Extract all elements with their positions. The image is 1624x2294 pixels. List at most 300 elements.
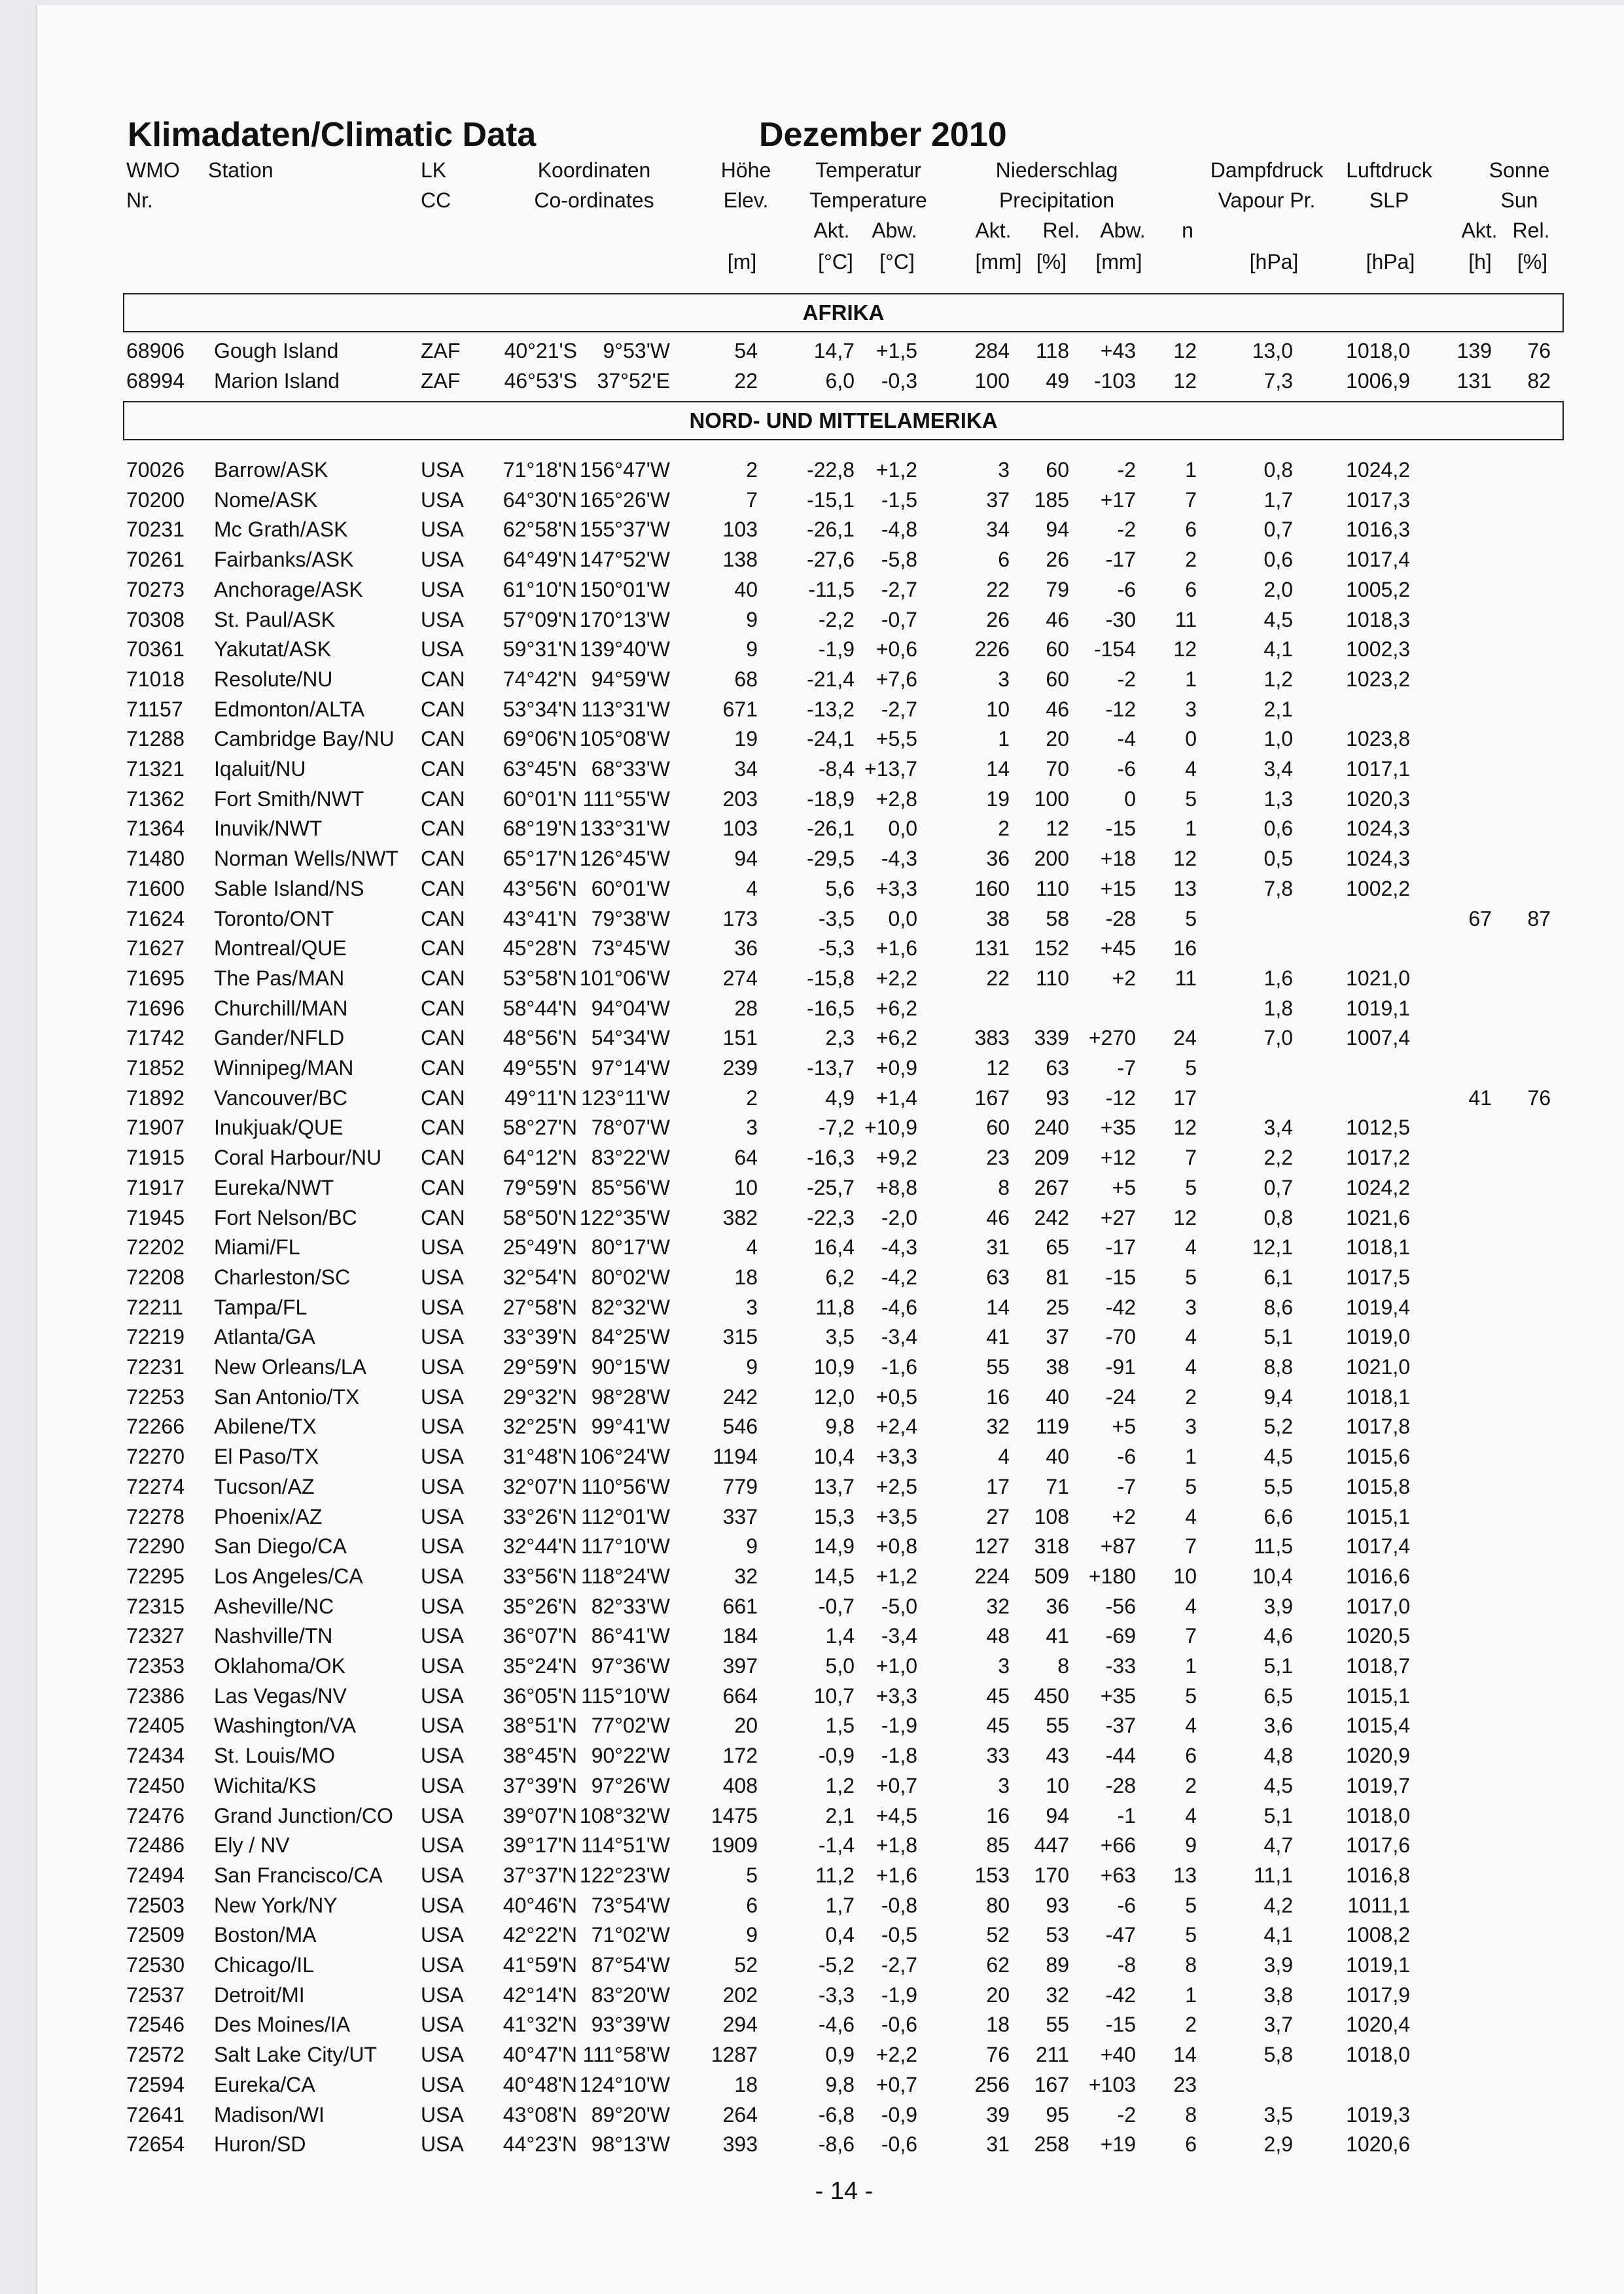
cell-wmo-nr: 72327: [126, 1624, 185, 1648]
cell-station-name: Madison/WI: [214, 2102, 325, 2126]
cell-latitude: 43°08'N: [503, 2102, 577, 2126]
page-number: - 14 -: [815, 2178, 874, 2205]
cell-precip-rel: 447: [1034, 1833, 1069, 1858]
cell-latitude: 58°44'N: [503, 996, 577, 1020]
cell-sea-level-pressure: 1017,9: [1346, 1983, 1410, 2007]
cell-precip-rel: 450: [1034, 1684, 1069, 1708]
cell-precip-abw: -6: [1117, 757, 1136, 781]
cell-precip-rel: 10: [1046, 1773, 1069, 1797]
cell-temp-akt: 1,2: [825, 1773, 855, 1797]
cell-temp-abw: +0,7: [875, 1773, 917, 1797]
cell-latitude: 33°39'N: [503, 1325, 577, 1349]
cell-elevation: 264: [722, 2102, 758, 2126]
cell-elevation: 779: [722, 1474, 758, 1498]
cell-temp-abw: +1,0: [875, 1654, 917, 1678]
cell-longitude: 97°36'W: [591, 1654, 670, 1678]
cell-station-name: Fairbanks/ASK: [214, 548, 354, 572]
cell-latitude: 64°12'N: [503, 1146, 577, 1170]
col-header-hoehe: Höhe: [720, 158, 771, 182]
col-header-station: Station: [208, 158, 274, 182]
cell-precip-abw: +43: [1100, 339, 1136, 362]
cell-precip-abw: -7: [1117, 1474, 1136, 1498]
cell-station-name: Oklahoma/OK: [214, 1654, 345, 1678]
cell-sun-hours: 41: [1468, 1085, 1492, 1110]
col-header-precip-rel: Rel.: [1042, 219, 1080, 242]
cell-temp-abw: -1,9: [881, 1983, 917, 2007]
cell-sea-level-pressure: 1020,5: [1346, 1624, 1410, 1648]
cell-wmo-nr: 72434: [126, 1744, 185, 1768]
cell-precip-rel: 60: [1046, 637, 1069, 662]
cell-wmo-nr: 71696: [126, 996, 185, 1020]
cell-vapour-pressure: 1,2: [1263, 667, 1293, 691]
cell-precip-rel: 58: [1046, 906, 1069, 930]
cell-precip-days: 12: [1173, 339, 1197, 362]
cell-temp-akt: -16,3: [807, 1146, 855, 1170]
cell-elevation: 274: [722, 966, 758, 990]
cell-sea-level-pressure: 1019,0: [1346, 1325, 1410, 1349]
cell-temp-abw: +4,5: [875, 1803, 917, 1827]
cell-precip-days: 8: [1185, 1953, 1197, 1977]
cell-vapour-pressure: 2,9: [1263, 2132, 1293, 2157]
cell-country-code: USA: [421, 1325, 464, 1349]
cell-elevation: 5: [746, 1863, 758, 1887]
cell-latitude: 37°39'N: [503, 1773, 577, 1797]
cell-precip-abw: -12: [1105, 697, 1136, 721]
cell-wmo-nr: 72537: [126, 1983, 185, 2007]
cell-station-name: Churchill/MAN: [214, 996, 348, 1020]
cell-precip-akt: 16: [986, 1385, 1010, 1409]
cell-vapour-pressure: 0,6: [1263, 548, 1293, 572]
cell-elevation: 3: [746, 1295, 758, 1319]
cell-latitude: 61°10'N: [503, 577, 577, 601]
cell-wmo-nr: 72405: [126, 1714, 185, 1738]
cell-temp-abw: +2,2: [875, 966, 917, 990]
cell-wmo-nr: 72654: [126, 2132, 185, 2157]
cell-elevation: 20: [734, 1714, 758, 1738]
cell-elevation: 10: [734, 1175, 758, 1199]
cell-precip-rel: 65: [1046, 1235, 1069, 1260]
cell-precip-days: 1: [1185, 1445, 1197, 1469]
cell-latitude: 44°23'N: [503, 2132, 577, 2157]
cell-wmo-nr: 70273: [126, 577, 185, 601]
cell-longitude: 150°01'W: [579, 577, 670, 601]
cell-precip-days: 4: [1185, 1714, 1197, 1738]
cell-country-code: USA: [421, 458, 464, 482]
cell-precip-days: 8: [1185, 2102, 1197, 2126]
cell-vapour-pressure: 4,8: [1263, 1744, 1293, 1768]
cell-temp-abw: -2,7: [881, 697, 917, 721]
cell-station-name: San Francisco/CA: [214, 1863, 383, 1887]
cell-sea-level-pressure: 1017,4: [1346, 1534, 1410, 1559]
cell-vapour-pressure: 1,7: [1263, 487, 1293, 512]
col-header-temp-abw: Abw.: [872, 219, 917, 242]
cell-temp-akt: -27,6: [807, 548, 855, 572]
cell-precip-akt: 36: [986, 847, 1010, 871]
cell-country-code: USA: [421, 2072, 464, 2096]
cell-precip-abw: -17: [1105, 548, 1136, 572]
cell-wmo-nr: 71852: [126, 1056, 185, 1080]
cell-precip-rel: 71: [1046, 1474, 1069, 1498]
cell-precip-days: 2: [1185, 2013, 1197, 2037]
cell-wmo-nr: 72231: [126, 1355, 185, 1379]
cell-station-name: Fort Nelson/BC: [214, 1205, 357, 1229]
cell-longitude: 170°13'W: [579, 607, 670, 631]
cell-elevation: 9: [746, 1534, 758, 1559]
cell-sea-level-pressure: 1024,3: [1346, 847, 1410, 871]
cell-sea-level-pressure: 1015,1: [1346, 1504, 1410, 1528]
cell-sea-level-pressure: 1017,4: [1346, 548, 1410, 572]
cell-temp-abw: +1,2: [875, 1564, 917, 1588]
cell-sea-level-pressure: 1015,6: [1346, 1445, 1410, 1469]
cell-longitude: 97°14'W: [591, 1056, 670, 1080]
cell-temp-akt: -24,1: [807, 727, 855, 751]
cell-sea-level-pressure: 1023,2: [1346, 667, 1410, 691]
cell-country-code: USA: [421, 548, 464, 572]
cell-country-code: USA: [421, 1504, 464, 1528]
cell-latitude: 71°18'N: [503, 458, 577, 482]
cell-latitude: 38°51'N: [503, 1714, 577, 1738]
cell-precip-akt: 41: [986, 1325, 1010, 1349]
cell-precip-abw: -154: [1093, 637, 1136, 662]
cell-longitude: 112°01'W: [581, 1504, 670, 1528]
cell-vapour-pressure: 7,3: [1263, 368, 1293, 393]
cell-precip-rel: 185: [1034, 487, 1069, 512]
cell-precip-akt: 60: [986, 1116, 1010, 1140]
cell-wmo-nr: 72290: [126, 1534, 185, 1559]
cell-latitude: 59°31'N: [503, 637, 577, 662]
cell-vapour-pressure: 7,8: [1263, 876, 1293, 900]
cell-precip-days: 1: [1185, 817, 1197, 841]
cell-longitude: 71°02'W: [591, 1923, 670, 1947]
cell-temp-akt: 14,9: [813, 1534, 855, 1559]
cell-temp-akt: 1,5: [825, 1714, 855, 1738]
col-header-sun-akt: Akt.: [1461, 219, 1498, 242]
cell-latitude: 63°45'N: [503, 757, 577, 781]
cell-country-code: USA: [421, 1534, 464, 1559]
cell-vapour-pressure: 2,0: [1263, 577, 1293, 601]
col-header-temperatur: Temperatur: [815, 158, 921, 182]
cell-sea-level-pressure: 1012,5: [1346, 1116, 1410, 1140]
cell-country-code: USA: [421, 1445, 464, 1469]
cell-temp-abw: +0,7: [875, 2072, 917, 2096]
cell-temp-akt: 0,4: [825, 1923, 855, 1947]
cell-sea-level-pressure: 1017,8: [1346, 1415, 1410, 1439]
cell-temp-abw: 0,0: [888, 906, 917, 930]
cell-precip-abw: -6: [1117, 1445, 1136, 1469]
section-header-afrika: AFRIKA: [123, 293, 1564, 332]
cell-precip-rel: 209: [1034, 1146, 1069, 1170]
cell-country-code: USA: [421, 1893, 464, 1917]
cell-elevation: 4: [746, 1235, 758, 1260]
cell-sea-level-pressure: 1023,8: [1346, 727, 1410, 751]
cell-precip-days: 11: [1174, 607, 1197, 631]
cell-precip-days: 6: [1185, 2132, 1197, 2157]
cell-sea-level-pressure: 1017,5: [1346, 1265, 1410, 1289]
cell-latitude: 39°17'N: [503, 1833, 577, 1858]
cell-elevation: 52: [734, 1953, 758, 1977]
cell-sea-level-pressure: 1017,2: [1346, 1146, 1410, 1170]
cell-wmo-nr: 72208: [126, 1265, 185, 1289]
cell-longitude: 110°56'W: [581, 1474, 670, 1498]
cell-vapour-pressure: 0,7: [1263, 1175, 1293, 1199]
cell-precip-days: 4: [1185, 757, 1197, 781]
cell-precip-rel: 60: [1046, 667, 1069, 691]
cell-station-name: New Orleans/LA: [214, 1355, 366, 1379]
cell-precip-akt: 16: [986, 1803, 1010, 1827]
cell-station-name: Ely / NV: [214, 1833, 290, 1858]
cell-precip-days: 6: [1185, 1744, 1197, 1768]
cell-latitude: 41°32'N: [503, 2013, 577, 2037]
cell-precip-akt: 6: [998, 548, 1010, 572]
cell-temp-abw: -0,6: [881, 2013, 917, 2037]
cell-temp-akt: -6,8: [818, 2102, 855, 2126]
cell-latitude: 48°56'N: [503, 1026, 577, 1050]
cell-sea-level-pressure: 1024,2: [1346, 1175, 1410, 1199]
cell-longitude: 73°45'W: [591, 936, 670, 961]
cell-precip-days: 16: [1173, 936, 1197, 961]
cell-station-name: Eureka/CA: [214, 2072, 315, 2096]
cell-precip-days: 5: [1185, 786, 1197, 811]
cell-precip-days: 5: [1185, 1056, 1197, 1080]
cell-temp-akt: -5,2: [818, 1953, 855, 1977]
cell-precip-abw: -4: [1117, 727, 1136, 751]
cell-precip-rel: 94: [1046, 1803, 1069, 1827]
cell-sea-level-pressure: 1021,0: [1346, 1355, 1410, 1379]
cell-vapour-pressure: 5,1: [1263, 1803, 1293, 1827]
cell-vapour-pressure: 8,8: [1263, 1355, 1293, 1379]
cell-temp-abw: -3,4: [881, 1624, 917, 1648]
cell-temp-abw: -3,4: [881, 1325, 917, 1349]
cell-longitude: 123°11'W: [581, 1085, 670, 1110]
cell-temp-akt: 5,0: [825, 1654, 855, 1678]
cell-precip-rel: 41: [1046, 1624, 1069, 1648]
cell-sea-level-pressure: 1020,9: [1346, 1744, 1410, 1768]
cell-station-name: Norman Wells/NWT: [214, 847, 399, 871]
cell-precip-days: 7: [1185, 1624, 1197, 1648]
cell-precip-abw: -2: [1117, 667, 1136, 691]
cell-precip-rel: 55: [1046, 2013, 1069, 2037]
cell-temp-abw: -2,7: [881, 1953, 917, 1977]
cell-longitude: 73°54'W: [591, 1893, 670, 1917]
cell-precip-rel: 55: [1046, 1714, 1069, 1738]
cell-vapour-pressure: 0,8: [1263, 1205, 1293, 1229]
cell-precip-akt: 20: [986, 1983, 1010, 2007]
cell-longitude: 115°10'W: [581, 1684, 670, 1708]
cell-precip-rel: 339: [1034, 1026, 1069, 1050]
cell-precip-rel: 267: [1034, 1175, 1069, 1199]
cell-station-name: Miami/FL: [214, 1235, 300, 1260]
cell-sea-level-pressure: 1020,3: [1346, 786, 1410, 811]
cell-temp-abw: +2,4: [875, 1415, 917, 1439]
cell-country-code: USA: [421, 487, 464, 512]
cell-vapour-pressure: 1,3: [1263, 786, 1293, 811]
cell-wmo-nr: 72295: [126, 1564, 185, 1588]
cell-station-name: Tampa/FL: [214, 1295, 308, 1319]
cell-precip-akt: 2: [998, 817, 1010, 841]
cell-sea-level-pressure: 1005,2: [1346, 577, 1410, 601]
unit-sun-pct: [%]: [1517, 250, 1548, 274]
cell-vapour-pressure: 4,6: [1263, 1624, 1293, 1648]
cell-wmo-nr: 71321: [126, 757, 185, 781]
cell-precip-akt: 3: [998, 1654, 1010, 1678]
cell-precip-akt: 22: [986, 966, 1010, 990]
cell-precip-akt: 131: [974, 936, 1010, 961]
cell-precip-akt: 37: [986, 487, 1010, 512]
cell-vapour-pressure: 7,0: [1263, 1026, 1293, 1050]
cell-station-name: Marion Island: [214, 368, 340, 393]
cell-temp-abw: +2,8: [875, 786, 917, 811]
cell-elevation: 315: [722, 1325, 758, 1349]
cell-precip-akt: 4: [998, 1445, 1010, 1469]
cell-temp-abw: -4,3: [881, 847, 917, 871]
cell-latitude: 68°19'N: [503, 817, 577, 841]
cell-latitude: 45°28'N: [503, 936, 577, 961]
cell-precip-akt: 31: [986, 1235, 1010, 1260]
cell-temp-akt: 2,1: [825, 1803, 855, 1827]
cell-sea-level-pressure: 1020,6: [1346, 2132, 1410, 2157]
cell-precip-abw: +5: [1112, 1175, 1136, 1199]
cell-temp-abw: -0,7: [881, 607, 917, 631]
cell-precip-abw: -6: [1117, 1893, 1136, 1917]
cell-sea-level-pressure: 1016,8: [1346, 1863, 1410, 1887]
cell-temp-akt: -21,4: [807, 667, 855, 691]
cell-precip-rel: 119: [1035, 1415, 1069, 1439]
cell-precip-abw: -24: [1105, 1385, 1136, 1409]
cell-temp-akt: -1,9: [818, 637, 855, 662]
col-header-cc: CC: [421, 188, 451, 212]
cell-precip-rel: 12: [1046, 817, 1069, 841]
cell-sea-level-pressure: 1021,0: [1346, 966, 1410, 990]
cell-vapour-pressure: 0,5: [1263, 847, 1293, 871]
cell-wmo-nr: 72315: [126, 1594, 185, 1618]
cell-elevation: 94: [734, 847, 758, 871]
cell-elevation: 671: [722, 697, 758, 721]
cell-temp-abw: +0,5: [875, 1385, 917, 1409]
cell-vapour-pressure: 11,5: [1254, 1534, 1293, 1559]
cell-vapour-pressure: 6,1: [1263, 1265, 1293, 1289]
cell-elevation: 203: [722, 786, 758, 811]
cell-country-code: USA: [421, 1295, 464, 1319]
cell-elevation: 408: [722, 1773, 758, 1797]
cell-country-code: USA: [421, 1385, 464, 1409]
cell-precip-rel: 79: [1046, 577, 1069, 601]
cell-wmo-nr: 72253: [126, 1385, 185, 1409]
cell-sea-level-pressure: 1018,3: [1346, 607, 1410, 631]
cell-temp-abw: -1,9: [881, 1714, 917, 1738]
col-header-lk: LK: [421, 158, 447, 182]
cell-wmo-nr: 70231: [126, 518, 185, 542]
cell-precip-days: 5: [1185, 1175, 1197, 1199]
cell-latitude: 32°54'N: [503, 1265, 577, 1289]
cell-country-code: USA: [421, 1773, 464, 1797]
col-header-precip-akt: Akt.: [975, 219, 1012, 242]
cell-latitude: 35°26'N: [503, 1594, 577, 1618]
cell-precip-akt: 76: [986, 2043, 1010, 2067]
cell-precip-abw: +17: [1100, 487, 1136, 512]
cell-station-name: Asheville/NC: [214, 1594, 334, 1618]
cell-temp-abw: +3,5: [875, 1504, 917, 1528]
cell-station-name: Vancouver/BC: [214, 1085, 347, 1110]
col-header-sonne: Sonne: [1489, 158, 1550, 182]
cell-longitude: 155°37'W: [579, 518, 670, 542]
unit-precip-akt: [mm]: [975, 250, 1022, 274]
cell-elevation: 397: [722, 1654, 758, 1678]
cell-latitude: 60°01'N: [503, 786, 577, 811]
cell-country-code: USA: [421, 2102, 464, 2126]
cell-station-name: Yakutat/ASK: [214, 637, 332, 662]
col-header-coordinates: Co-ordinates: [534, 188, 654, 212]
cell-vapour-pressure: 3,9: [1263, 1953, 1293, 1977]
cell-precip-abw: -6: [1117, 577, 1136, 601]
cell-temp-akt: -8,6: [818, 2132, 855, 2157]
cell-wmo-nr: 72486: [126, 1833, 185, 1858]
cell-elevation: 382: [722, 1205, 758, 1229]
cell-sea-level-pressure: 1024,3: [1346, 817, 1410, 841]
cell-elevation: 18: [734, 1265, 758, 1289]
cell-temp-akt: 6,0: [825, 368, 855, 393]
cell-temp-akt: -2,2: [818, 607, 855, 631]
cell-station-name: Abilene/TX: [214, 1415, 317, 1439]
cell-elevation: 22: [734, 368, 758, 393]
cell-temp-akt: 15,3: [813, 1504, 855, 1528]
cell-wmo-nr: 71915: [126, 1146, 185, 1170]
cell-latitude: 65°17'N: [503, 847, 577, 871]
cell-longitude: 82°32'W: [591, 1295, 670, 1319]
cell-vapour-pressure: 5,1: [1263, 1325, 1293, 1349]
cell-temp-abw: +2,5: [875, 1474, 917, 1498]
cell-latitude: 36°07'N: [503, 1624, 577, 1648]
cell-precip-akt: 127: [974, 1534, 1010, 1559]
cell-precip-rel: 81: [1046, 1265, 1069, 1289]
cell-wmo-nr: 71288: [126, 727, 185, 751]
cell-precip-abw: +18: [1100, 847, 1136, 871]
cell-vapour-pressure: 3,8: [1263, 1983, 1293, 2007]
cell-wmo-nr: 71018: [126, 667, 185, 691]
cell-station-name: Edmonton/ALTA: [214, 697, 365, 721]
cell-precip-akt: 224: [974, 1564, 1010, 1588]
cell-precip-abw: -15: [1105, 1265, 1136, 1289]
cell-wmo-nr: 72211: [126, 1295, 183, 1319]
cell-temp-akt: 5,6: [825, 876, 855, 900]
col-header-luftdruck: Luftdruck: [1346, 158, 1432, 182]
cell-temp-akt: 16,4: [813, 1235, 855, 1260]
cell-temp-akt: -13,2: [807, 697, 855, 721]
cell-latitude: 38°45'N: [503, 1744, 577, 1768]
cell-precip-abw: +103: [1088, 2072, 1136, 2096]
cell-elevation: 103: [722, 518, 758, 542]
cell-elevation: 54: [734, 339, 758, 362]
cell-precip-rel: 167: [1034, 2072, 1069, 2096]
cell-country-code: USA: [421, 1923, 464, 1947]
cell-precip-rel: 8: [1057, 1654, 1069, 1678]
cell-temp-abw: -0,8: [881, 1893, 917, 1917]
cell-precip-days: 5: [1185, 1474, 1197, 1498]
cell-wmo-nr: 70200: [126, 487, 185, 512]
cell-station-name: Cambridge Bay/NU: [214, 727, 395, 751]
cell-precip-rel: 118: [1035, 339, 1069, 362]
cell-country-code: USA: [421, 1803, 464, 1827]
cell-sea-level-pressure: 1018,1: [1346, 1235, 1410, 1260]
cell-country-code: USA: [421, 1983, 464, 2007]
cell-longitude: 156°47'W: [579, 458, 670, 482]
cell-precip-days: 6: [1185, 577, 1197, 601]
cell-sea-level-pressure: 1017,6: [1346, 1833, 1410, 1858]
cell-wmo-nr: 72266: [126, 1415, 185, 1439]
cell-vapour-pressure: 1,8: [1263, 996, 1293, 1020]
cell-latitude: 43°56'N: [503, 876, 577, 900]
cell-precip-abw: -42: [1105, 1983, 1136, 2007]
cell-elevation: 2: [746, 458, 758, 482]
